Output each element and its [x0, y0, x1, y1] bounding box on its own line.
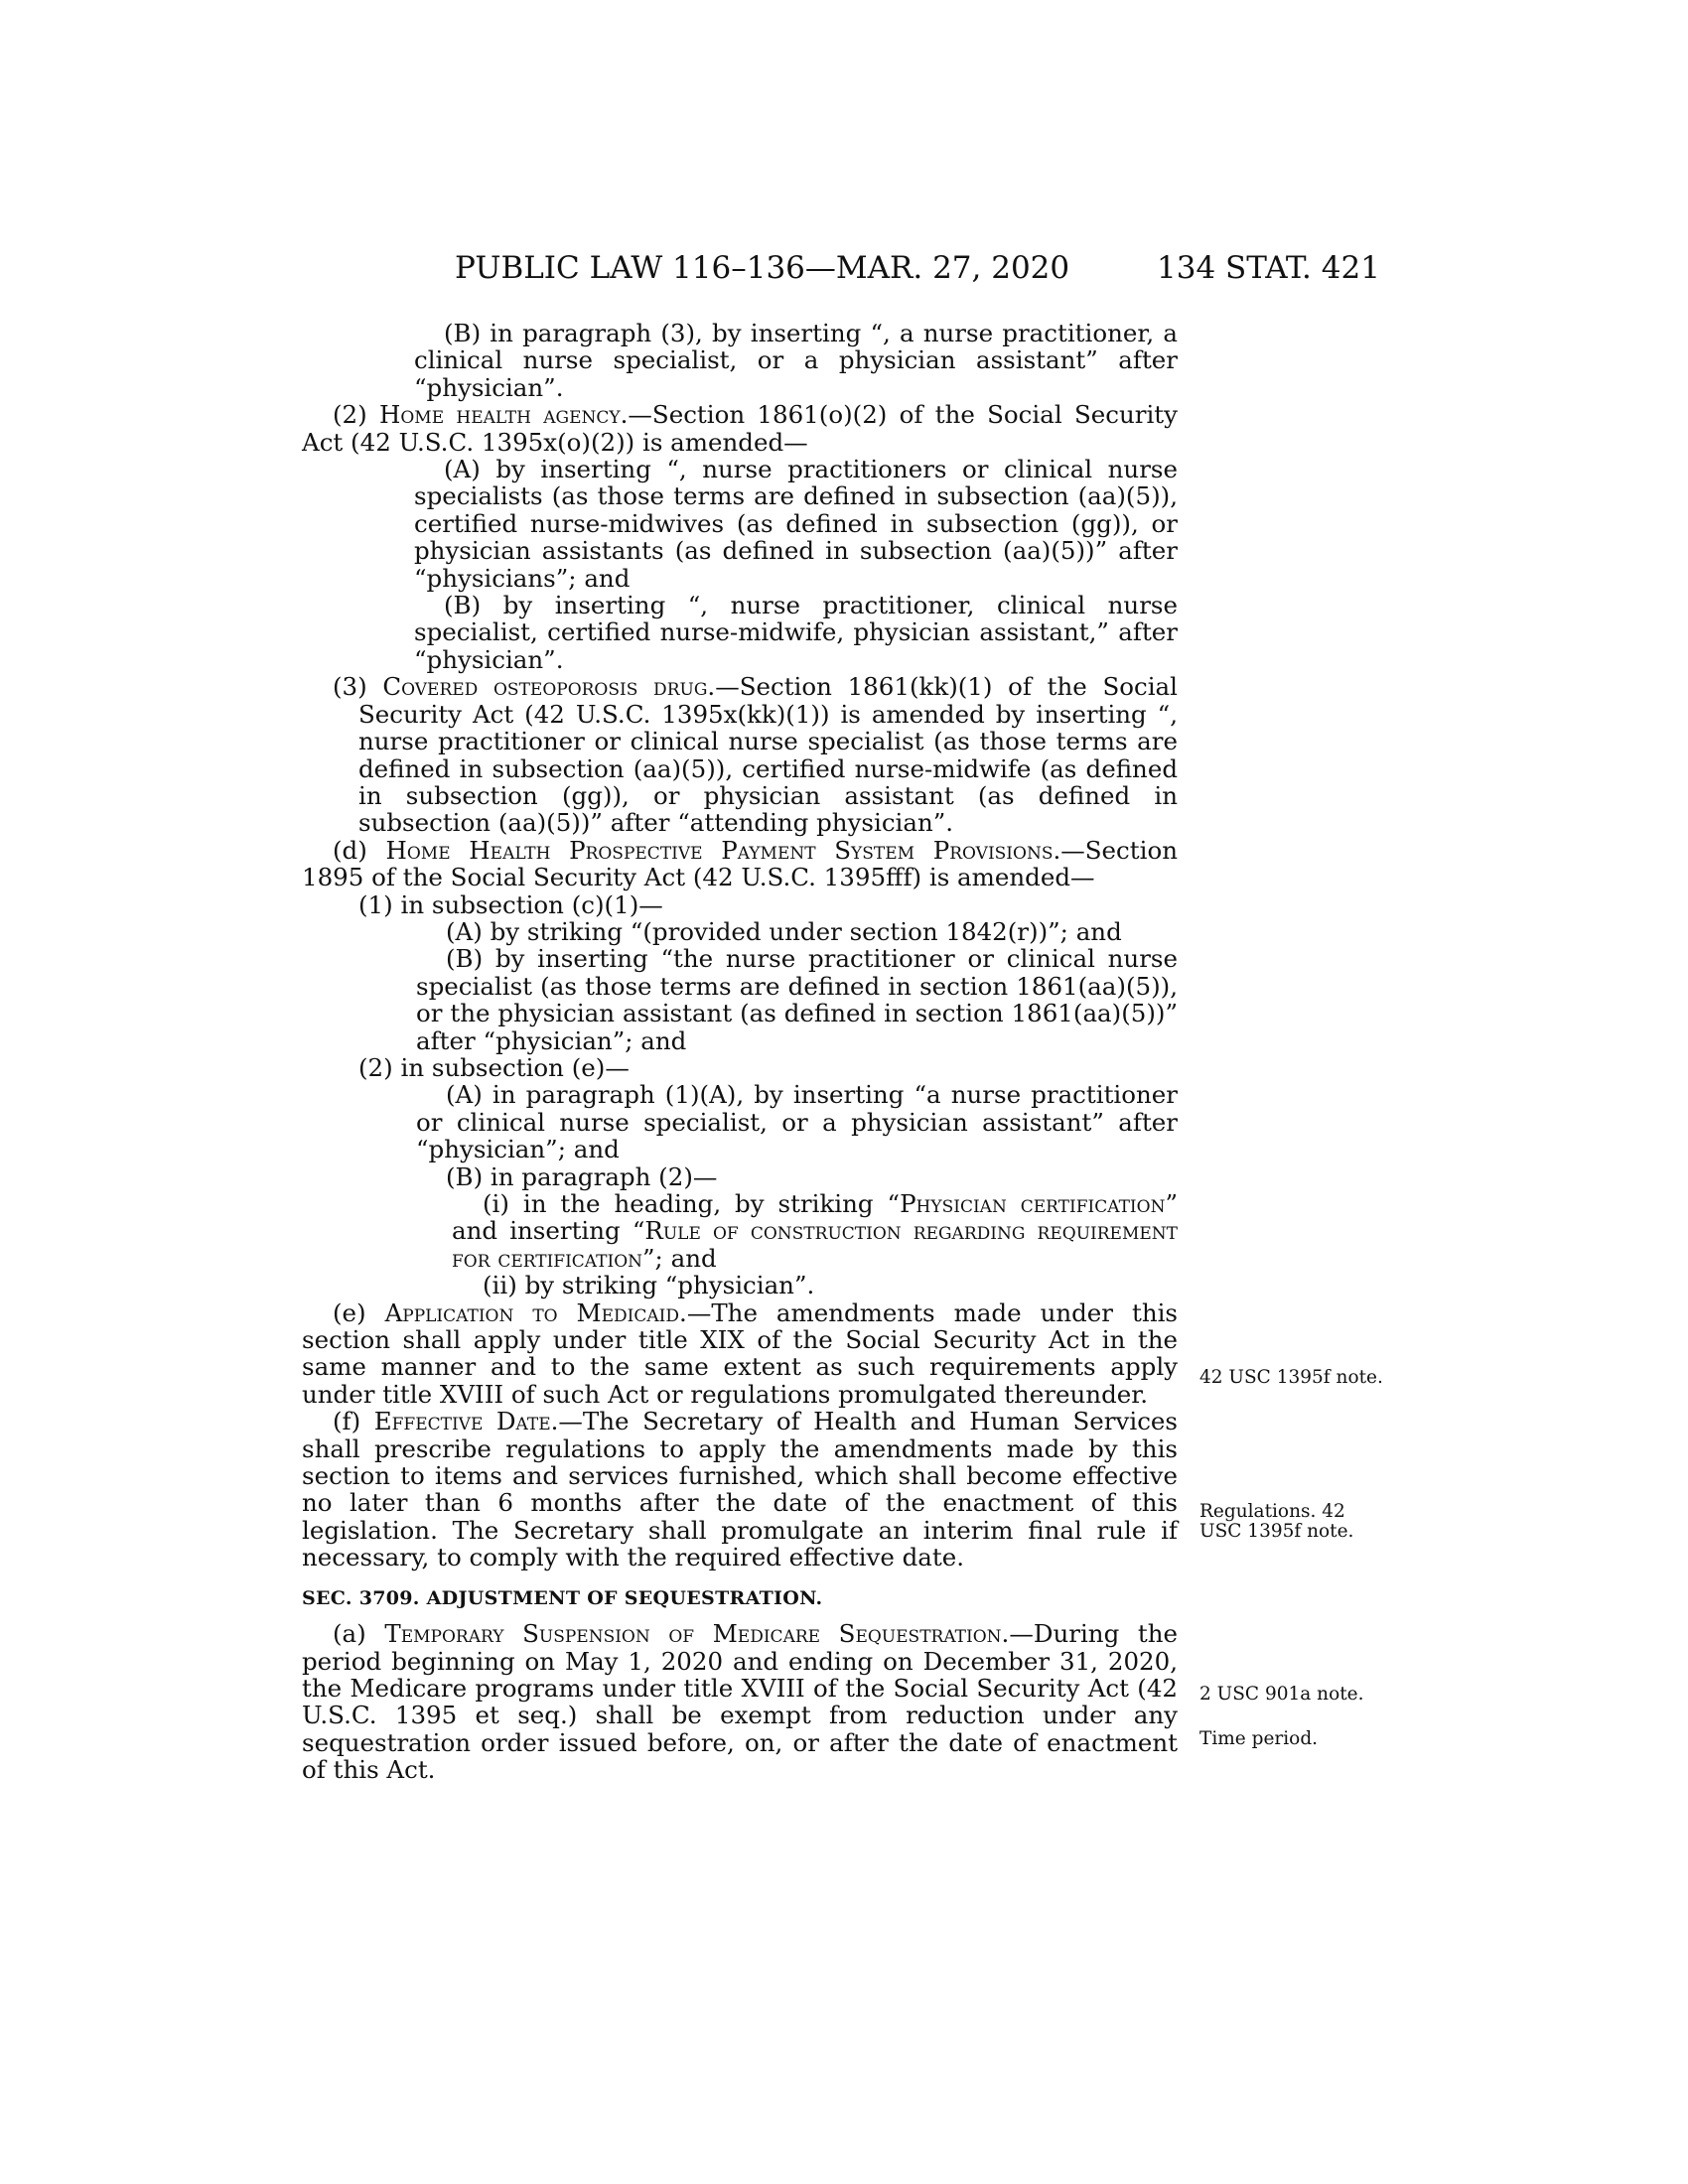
- running-header-title: PUBLIC LAW 116–136—MAR. 27, 2020: [455, 250, 1070, 286]
- subsection-label: (e): [333, 1297, 385, 1327]
- subsection-heading: Home Health Prospective Payment System Provisions.: [385, 835, 1061, 865]
- section-heading: SEC. 3709. ADJUSTMENT OF SEQUESTRATION.: [302, 1586, 823, 1609]
- paragraph-d2-A: (A) in paragraph (1)(A), by inserting “a nurse practitioner or clinical nurse specialist, or a physician assistant” after “physician”; and: [416, 1080, 1178, 1164]
- subsection-heading: Application to Medicaid.: [384, 1297, 687, 1327]
- margin-note-usc: 42 USC 1395f note.: [1199, 1367, 1383, 1388]
- subsection-text: —The Secretary of Health and Human Services shall prescribe regulations to apply the amendments made by this section to items and services furnished, which shall become effective no later than 6 months after the date of the enactment of this legislation. The Secretary shall promulgate an interim final rule if necessary, to comply with the required effective date.: [302, 1407, 1178, 1572]
- subsection-heading: Effective Date.: [373, 1407, 559, 1436]
- paragraph-text: —Section 1861(kk)(1) of the Social Security Act (42 U.S.C. 1395x(kk)(1)) is amended by inserting “, nurse practitioner or clinical nurse specialist (as those terms are defined in subsection (aa)(5)), certified nurse-midwife (as defined in subsection (gg)), or physician assistant (as defined in subsection (aa)(5))” after “attending physician”.: [358, 672, 1178, 838]
- subsection-e: [302, 1299, 1178, 1409]
- paragraph-d1-A: (A) by striking “(provided under section 1842(r))”; and: [446, 916, 1122, 946]
- subsection-label: (d): [333, 835, 386, 865]
- subsection-text: —Section 1895 of the Social Security Act (42 U.S.C. 1395fff) is amended—: [302, 835, 1178, 892]
- paragraph-c2-A: (A) by inserting “, nurse practitioners or clinical nurse specialists (as those terms are defined in subsection (aa)(5)), certified nurse-midwives (as defined in subsection (gg)), or physician assistants (as defined in subsection (aa)(5))” after “physicians”; and: [414, 455, 1178, 593]
- paragraph-d1-B: (B) by inserting “the nurse practitioner or clinical nurse specialist (as those terms are defined in section 1861(aa)(5)), or the physician assistant (as defined in section 1861(aa)(5))” after “physician”; and: [416, 944, 1178, 1055]
- paragraph-c2: [302, 401, 1178, 456]
- subsection-text: —The amendments made under this section shall apply under title XIX of the Social Security Act in the same manner and to the same extent as such requirements apply under title XVIII of such Act or regulations promulgated thereunder.: [302, 1297, 1179, 1409]
- running-header-page-ref: 134 STAT. 421: [1157, 250, 1380, 286]
- paragraph-heading: (2) Home health agency.: [333, 400, 629, 430]
- subsection-text: —During the period beginning on May 1, 2020 and ending on December 31, 2020, the Medicare programs under title XVIII of the Social Security Act (42 U.S.C. 1395 et seq.) shall be exempt from reduction under any sequestration order issued before, on, or after the date of enactment of this Act.: [302, 1619, 1179, 1785]
- subsection-label: (a): [333, 1619, 385, 1649]
- clause-inserted-heading: Rule of construction regarding requirement for certification: [452, 1216, 1178, 1273]
- margin-note-usc-901a: 2 USC 901a note.: [1199, 1684, 1364, 1705]
- clause-text: (i) in the heading, by striking “: [483, 1189, 901, 1218]
- paragraph-c2-B: (B) by inserting “, nurse practitioner, clinical nurse specialist, certified nurse-midwife, physician assistant,” after “physician”.: [414, 591, 1178, 674]
- clause-d2-B-ii: (ii) by striking “physician”.: [483, 1271, 815, 1300]
- clause-d2-B-i: [302, 1190, 1178, 1272]
- subsection-label: (f): [333, 1407, 374, 1436]
- statute-body: [302, 320, 1178, 1784]
- paragraph-d1: (1) in subsection (c)(1)—: [358, 889, 663, 919]
- paragraph-c1-B: (B) in paragraph (3), by inserting “, a nurse practitioner, a clinical nurse specialist, or a physician assistant” after “physician”.: [414, 319, 1178, 402]
- clause-text: ”; and: [642, 1243, 717, 1273]
- subsection-heading: Temporary Suspension of Medicare Sequestration.: [384, 1619, 1010, 1649]
- subsection-f: [302, 1408, 1178, 1570]
- margin-note-time-period: Time period.: [1199, 1728, 1319, 1749]
- subsection-d: [302, 837, 1178, 891]
- clause-struck-heading: Physician certification: [900, 1189, 1166, 1218]
- paragraph-d2: (2) in subsection (e)—: [358, 1052, 630, 1082]
- margin-note-regulations: Regulations. 42 USC 1395f note.: [1199, 1501, 1354, 1542]
- subsection-a: [302, 1620, 1178, 1783]
- paragraph-c3: [302, 673, 1178, 836]
- paragraph-text: —Section 1861(o)(2) of the Social Security Act (42 U.S.C. 1395x(o)(2)) is amended—: [302, 400, 1178, 457]
- paragraph-d2-B: (B) in paragraph (2)—: [446, 1161, 718, 1191]
- paragraph-heading: (3) Covered osteoporosis drug.: [333, 672, 716, 702]
- clause-text: ” and inserting “: [452, 1189, 1178, 1246]
